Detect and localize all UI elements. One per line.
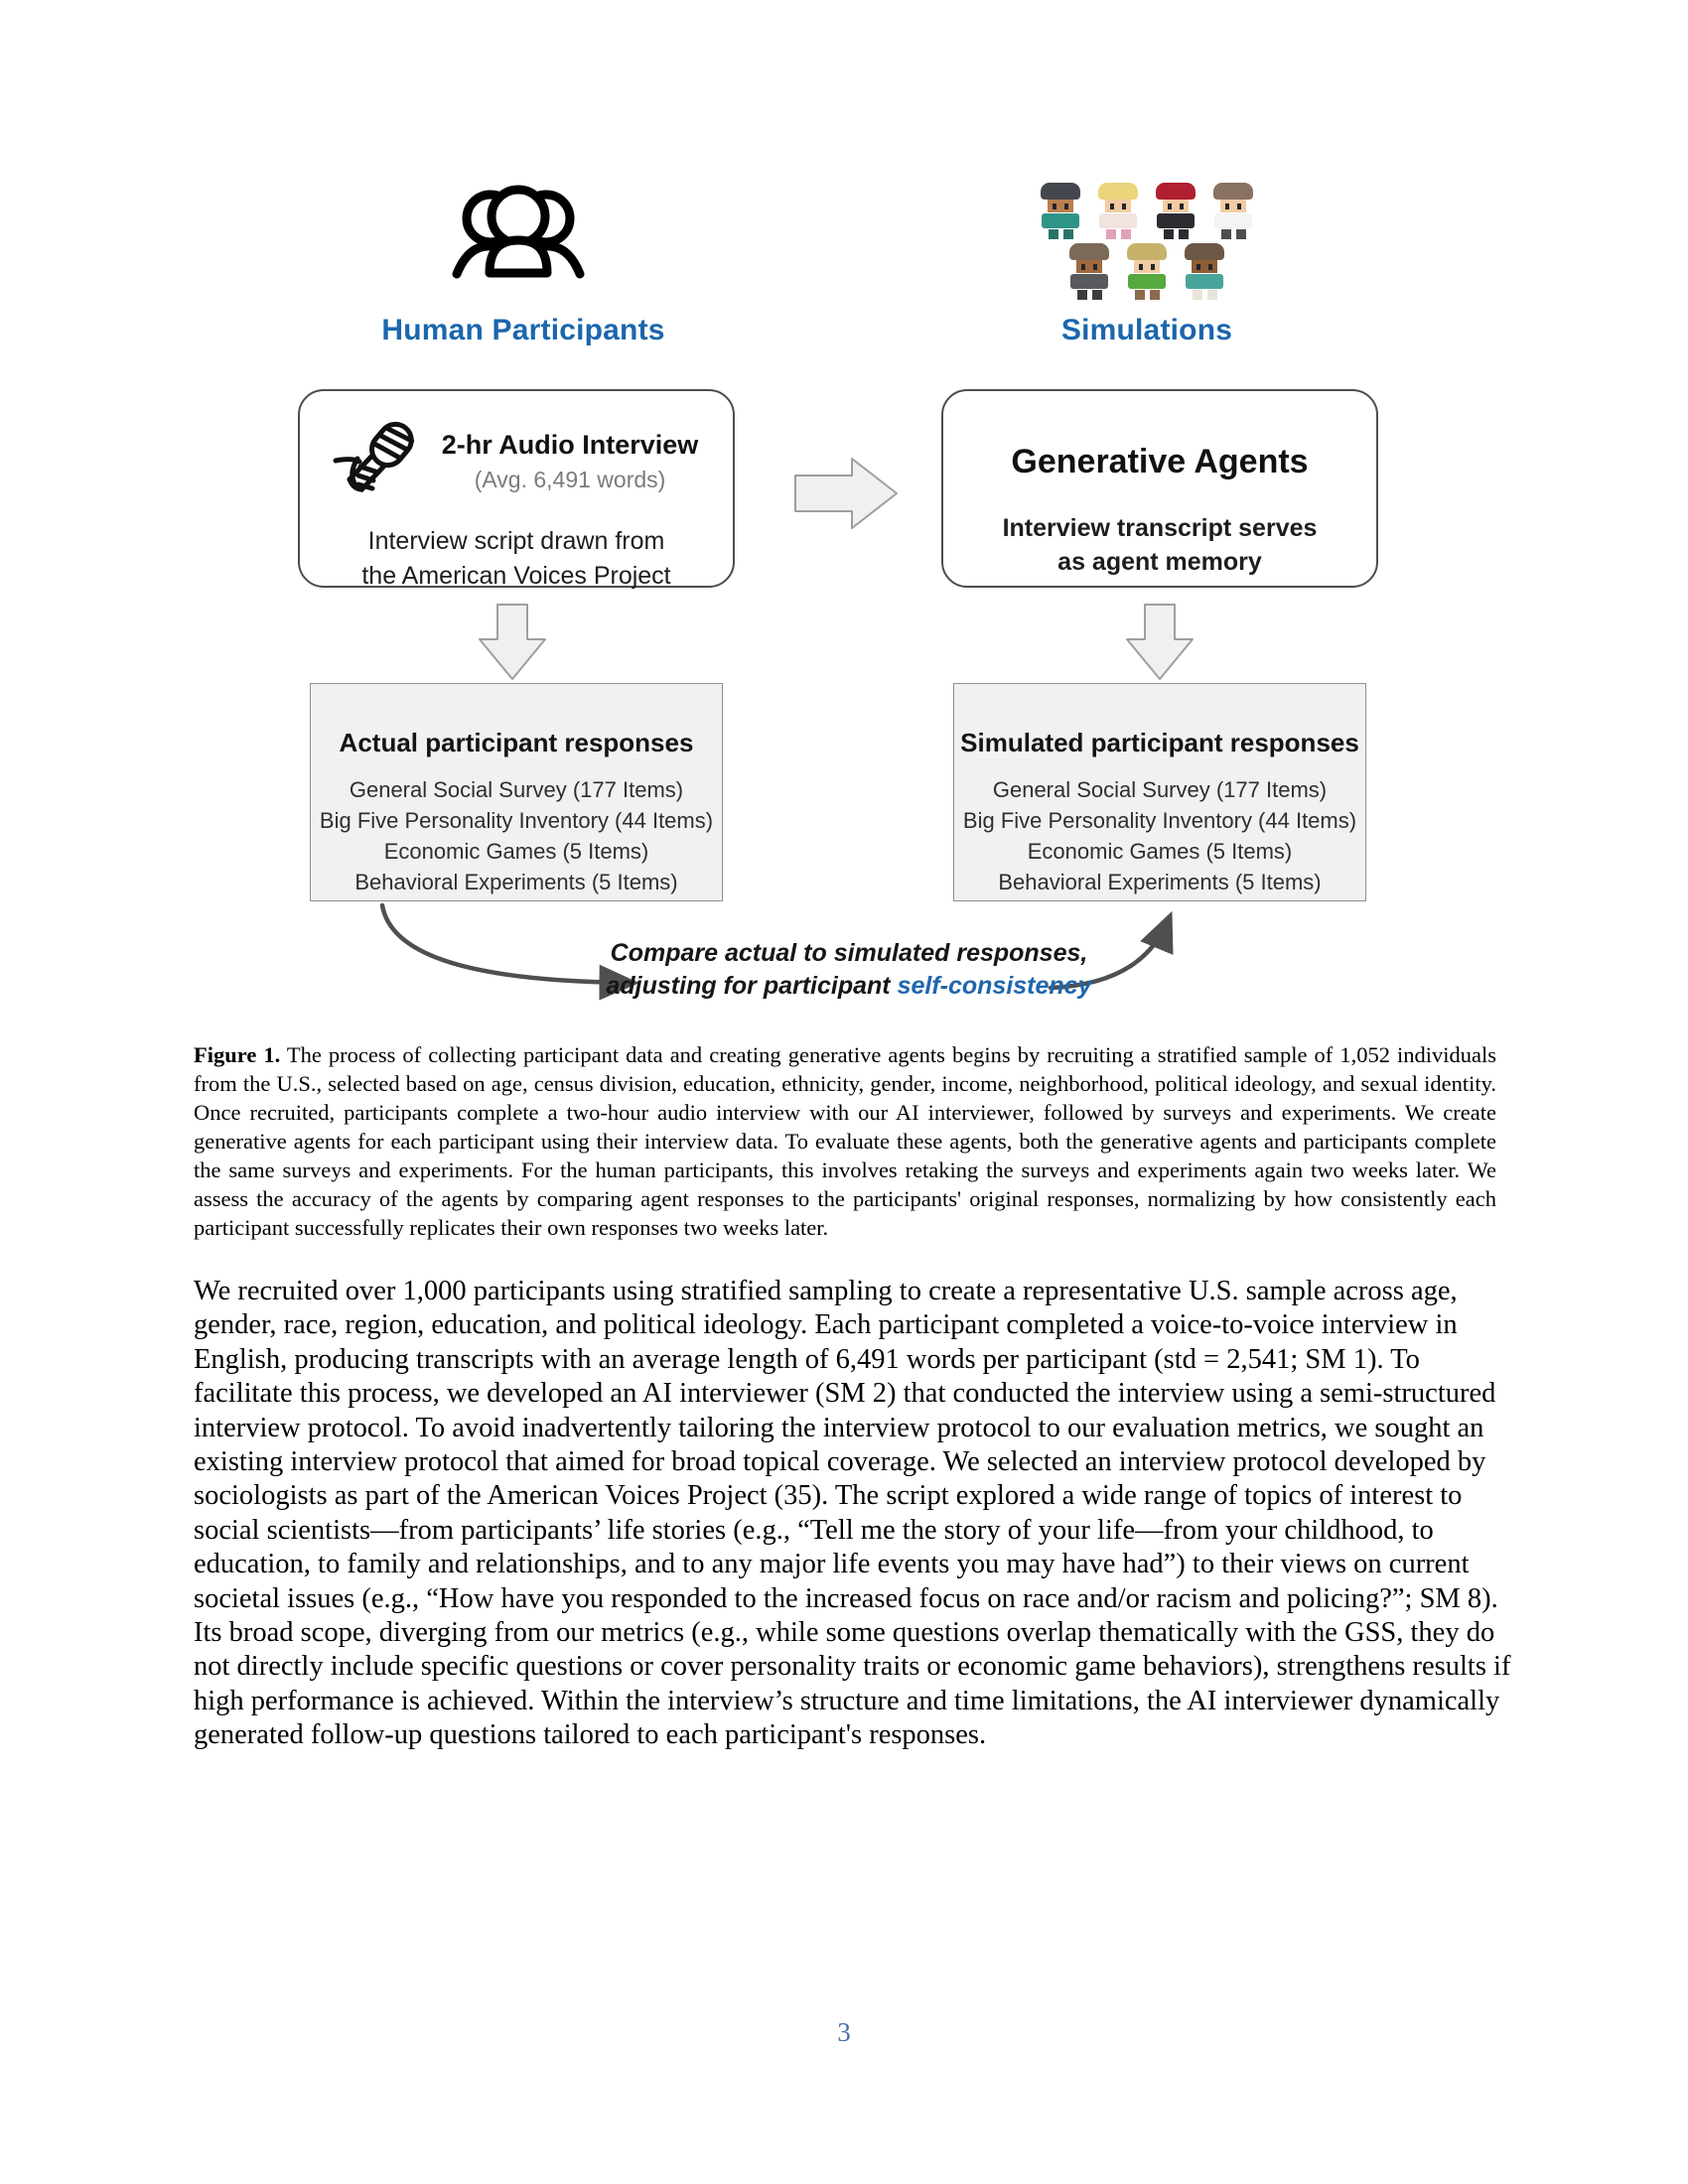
simulated-box-item: General Social Survey (177 Items) [992,777,1328,802]
interview-box-subtitle: (Avg. 6,491 words) [474,467,666,492]
audio-interview-box [298,389,735,588]
page-number: 3 [837,2017,851,2047]
simulated-box-item: Behavioral Experiments (5 Items) [998,870,1322,894]
figure-caption-label: Figure 1. [194,1042,281,1067]
microphone-icon [328,417,427,506]
compare-note-line1: Compare actual to simulated responses, [610,939,1088,967]
generative-agents-box [941,389,1378,588]
body-paragraph: We recruited over 1,000 participants using stratified sampling to create a representative U.S. sample across age, gender, race, region, education, and political ideology. Each participant completed a voice-to-voice interview in English, producing transcripts with an average length of 6,491 words per participant (std = 2,541; SM 1). To facilitate this process, we developed an AI interviewer (SM 2) that conducted the interview using a semi-structured interview protocol. To avoid inadvertently tailoring the interview protocol to our evaluation metrics, we sought an existing interview protocol that aimed for broad topical coverage. We selected an interview protocol developed by sociologists as part of the American Voices Project (35). The script explored a wide range of topics of interest to social scientists—from participants’ life stories (e.g., “Tell me the story of your life—from your childhood, to education, to family and relationships, and to any major life events you may have had”) to their views on current societal issues (e.g., “How have you responded to the increased focus on race and/or racism and policing?”; SM 8). Its broad scope, diverging from our metrics (e.g., while some questions overlap thematically with the GSS, they do not directly include specific questions or cover personality traits or economic game behaviors), strengthens results if high performance is achieved. Within the interview’s structure and time limitations, the AI interviewer dynamically generated follow-up questions tailored to each participant's responses. [194,1276,1511,1751]
down-block-arrow-icon [478,604,547,681]
agents-box-line2: as agent memory [1057,548,1262,576]
down-block-arrow-icon [1125,604,1195,681]
simulations-label: Simulations [1060,314,1233,346]
pixel-avatar [1181,243,1228,300]
compare-note [556,937,1142,1003]
simulated-responses-box [953,683,1366,901]
actual-box-title: Actual participant responses [339,728,694,757]
simulation-avatars [1028,183,1266,300]
pixel-avatar [1152,183,1199,239]
people-group-icon [449,177,588,286]
compare-note-line2: adjusting for participant self-consistency [606,972,1092,1000]
pixel-avatar [1123,243,1171,300]
agents-box-title: Generative Agents [1011,443,1309,480]
simulated-box-title: Simulated participant responses [960,728,1359,757]
pixel-avatar [1094,183,1142,239]
figure-caption [194,1040,1496,1242]
actual-box-item: General Social Survey (177 Items) [349,777,684,802]
interview-box-line2: the American Voices Project [361,562,671,590]
avatar-row-1 [1037,183,1257,239]
agents-box-line1: Interview transcript serves [1002,514,1318,542]
avatar-row-2 [1065,243,1228,300]
simulated-box-item: Economic Games (5 Items) [1027,839,1293,864]
actual-box-item: Economic Games (5 Items) [383,839,649,864]
pixel-avatar [1037,183,1084,239]
interview-box-title: 2-hr Audio Interview [441,430,699,460]
self-consistency-text: self-consistency [897,972,1092,1000]
right-block-arrow-icon [794,457,900,531]
interview-box-line1: Interview script drawn from [367,527,665,555]
actual-box-item: Behavioral Experiments (5 Items) [354,870,678,894]
actual-responses-box [310,683,723,901]
simulated-box-item: Big Five Personality Inventory (44 Items) [962,808,1357,833]
human-participants-label: Human Participants [381,314,665,346]
actual-box-item: Big Five Personality Inventory (44 Items) [319,808,714,833]
pixel-avatar [1065,243,1113,300]
figure-caption-text: The process of collecting participant data and creating generative agents begins by recruiting a stratified sample of 1,052 individuals from the U.S., selected based on age, census division, education, ethnicity, gender, income, neighborhood, political ideology, and sexual identity. Once recruited, participants complete a two-hour audio interview with our AI interviewer, followed by surveys and experiments. We create generative agents for each participant using their interview data. To evaluate these agents, both the generative agents and participants complete the same surveys and experiments. For the human participants, this involves retaking the surveys and experiments again two weeks later. We assess the accuracy of the agents by comparing agent responses to the participants' original responses, normalizing by how consistently each participant successfully replicates their own responses two weeks later. [194,1042,1496,1240]
pixel-avatar [1209,183,1257,239]
